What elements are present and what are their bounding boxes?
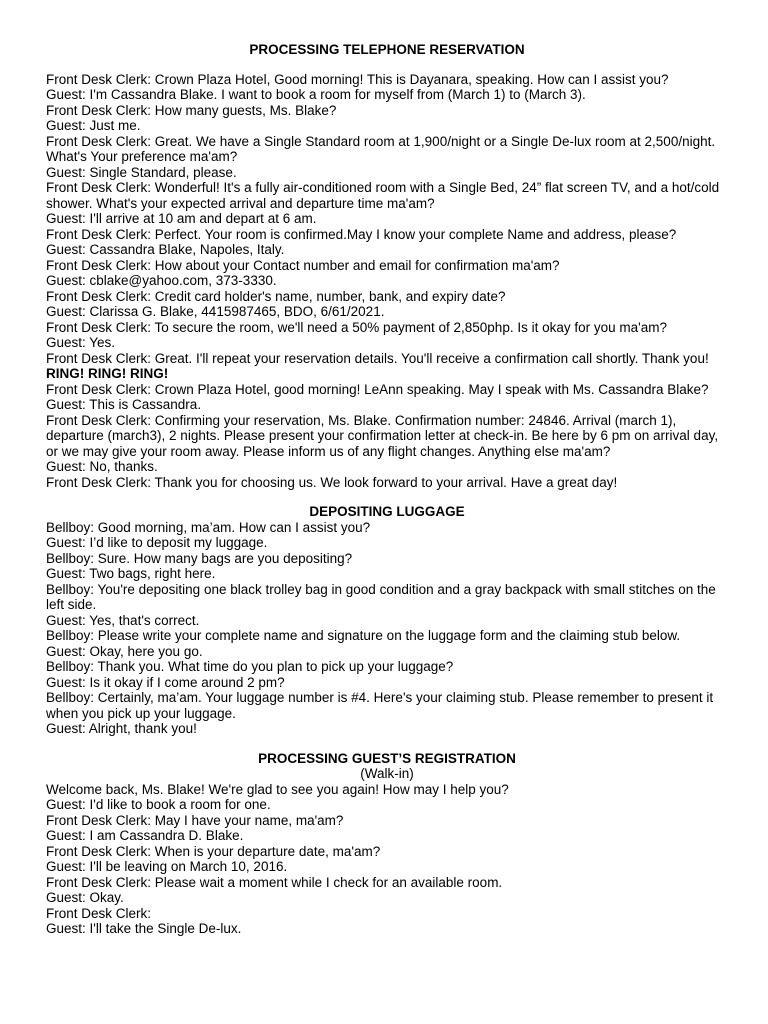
dialogue-line: Bellboy: Thank you. What time do you plan to pick up your luggage? bbox=[46, 659, 454, 674]
dialogue-line: Guest: Is it okay if I come around 2 pm? bbox=[46, 674, 285, 690]
section-guest-registration bbox=[46, 751, 728, 937]
dialogue-line: Guest: Yes. bbox=[46, 335, 116, 350]
dialogue-line: Front Desk Clerk: Wonderful! It's a fully air-conditioned room with a Single Bed, 24” flat screen TV, and a hot/cold shower. What's your expected arrival and departure time ma'am? bbox=[46, 180, 720, 211]
section-title: PROCESSING GUEST’S REGISTRATION bbox=[258, 750, 516, 766]
dialogue bbox=[46, 520, 728, 737]
dialogue-line: Front Desk Clerk: Crown Plaza Hotel, Good morning! This is Dayanara, speaking. How can I assist you? bbox=[46, 71, 669, 87]
dialogue-line: Guest: I'd like to book a room for one. bbox=[46, 797, 271, 812]
dialogue-line: Guest: Alright, thank you! bbox=[46, 721, 197, 736]
dialogue-line: Front Desk Clerk: Great. I'll repeat your reservation details. You'll receive a confirmation call shortly. Thank you! bbox=[46, 350, 709, 366]
dialogue-line: Guest: Just me. bbox=[46, 118, 141, 133]
section-telephone-reservation bbox=[46, 42, 728, 490]
dialogue bbox=[46, 72, 728, 491]
dialogue-line: Front Desk Clerk: How many guests, Ms. Blake? bbox=[46, 102, 337, 118]
dialogue-line: Guest: Okay, here you go. bbox=[46, 643, 203, 659]
dialogue-line: Bellboy: Good morning, ma’am. How can I assist you? bbox=[46, 519, 371, 535]
dialogue-line: Front Desk Clerk: bbox=[46, 905, 152, 921]
section-title: DEPOSITING LUGGAGE bbox=[309, 504, 465, 519]
dialogue-line: Guest: Clarissa G. Blake, 4415987465, BDO, 6/61/2021. bbox=[46, 304, 385, 319]
dialogue-line: Front Desk Clerk: When is your departure date, ma'am? bbox=[46, 843, 381, 859]
dialogue-line: Bellboy: Sure. How many bags are you depositing? bbox=[46, 550, 353, 566]
dialogue-line: Guest: I'll arrive at 10 am and depart at 6 am. bbox=[46, 211, 317, 226]
dialogue-line: Guest: Single Standard, please. bbox=[46, 164, 237, 180]
dialogue-line: Guest: Cassandra Blake, Napoles, Italy. bbox=[46, 242, 285, 257]
dialogue-line: Bellboy: You're depositing one black trolley bag in good condition and a gray backpack with small stitches on the left side. bbox=[46, 581, 716, 612]
section-title: PROCESSING TELEPHONE RESERVATION bbox=[249, 42, 525, 57]
dialogue-line: Guest: I'll take the Single De-lux. bbox=[46, 921, 242, 936]
dialogue-line: Bellboy: Please write your complete name and signature on the luggage form and the claiming stub below. bbox=[46, 628, 681, 643]
dialogue-line: Guest: I am Cassandra D. Blake. bbox=[46, 828, 244, 843]
dialogue-line: Front Desk Clerk: May I have your name, ma'am? bbox=[46, 812, 344, 828]
dialogue-line: Guest: I’d like to deposit my luggage. bbox=[46, 535, 268, 550]
dialogue-line: Front Desk Clerk: To secure the room, we'll need a 50% payment of 2,850php. Is it okay for you ma'am? bbox=[46, 319, 667, 335]
dialogue-line: Front Desk Clerk: Confirming your reservation, Ms. Blake. Confirmation number: 24846. Arrival (march 1), departure (march3), 2 nights. Please present your confirmation letter at check-in. Be here by 6 pm on arrival day, or we may give your room away. Please inform us of any flight changes. Anything else ma'am? bbox=[46, 412, 719, 459]
dialogue bbox=[46, 782, 728, 937]
dialogue-line: Guest: I'll be leaving on March 10, 2016. bbox=[46, 859, 288, 874]
dialogue-line: Front Desk Clerk: Perfect. Your room is confirmed.May I know your complete Name and address, please? bbox=[46, 226, 677, 242]
dialogue-line: Bellboy: Certainly, ma’am. Your luggage number is #4. Here's your claiming stub. Please remember to present it when you pick up your luggage. bbox=[46, 690, 714, 721]
dialogue-line: Guest: No, thanks. bbox=[46, 459, 158, 474]
dialogue-line: Guest: Okay. bbox=[46, 890, 124, 905]
dialogue-line: Front Desk Clerk: Please wait a moment while I check for an available room. bbox=[46, 874, 503, 890]
dialogue-line: Guest: I'm Cassandra Blake. I want to book a room for myself from (March 1) to (March 3). bbox=[46, 87, 586, 102]
dialogue-line: Guest: Yes, that's correct. bbox=[46, 612, 200, 628]
dialogue-line: Welcome back, Ms. Blake! We're glad to see you again! How may I help you? bbox=[46, 781, 509, 797]
dialogue-line: Front Desk Clerk: Great. We have a Single Standard room at 1,900/night or a Single De-lux room at 2,500/night. What's Your preference ma'am? bbox=[46, 133, 716, 164]
dialogue-line: Front Desk Clerk: Crown Plaza Hotel, good morning! LeAnn speaking. May I speak with Ms. Cassandra Blake? bbox=[46, 381, 709, 397]
dialogue-line: Guest: Two bags, right here. bbox=[46, 566, 216, 581]
dialogue-line: Front Desk Clerk: Thank you for choosing us. We look forward to your arrival. Have a great day! bbox=[46, 474, 618, 490]
section-depositing-luggage bbox=[46, 504, 728, 737]
dialogue-line: Guest: cblake@yahoo.com, 373-3330. bbox=[46, 273, 277, 288]
dialogue-line: Front Desk Clerk: Credit card holder's name, number, bank, and expiry date? bbox=[46, 288, 506, 304]
ring-heading: RING! RING! RING! bbox=[46, 366, 169, 381]
section-subtitle: (Walk-in) bbox=[360, 766, 414, 781]
dialogue-line: Front Desk Clerk: How about your Contact number and email for confirmation ma'am? bbox=[46, 257, 560, 273]
dialogue-line: Guest: This is Cassandra. bbox=[46, 397, 202, 412]
